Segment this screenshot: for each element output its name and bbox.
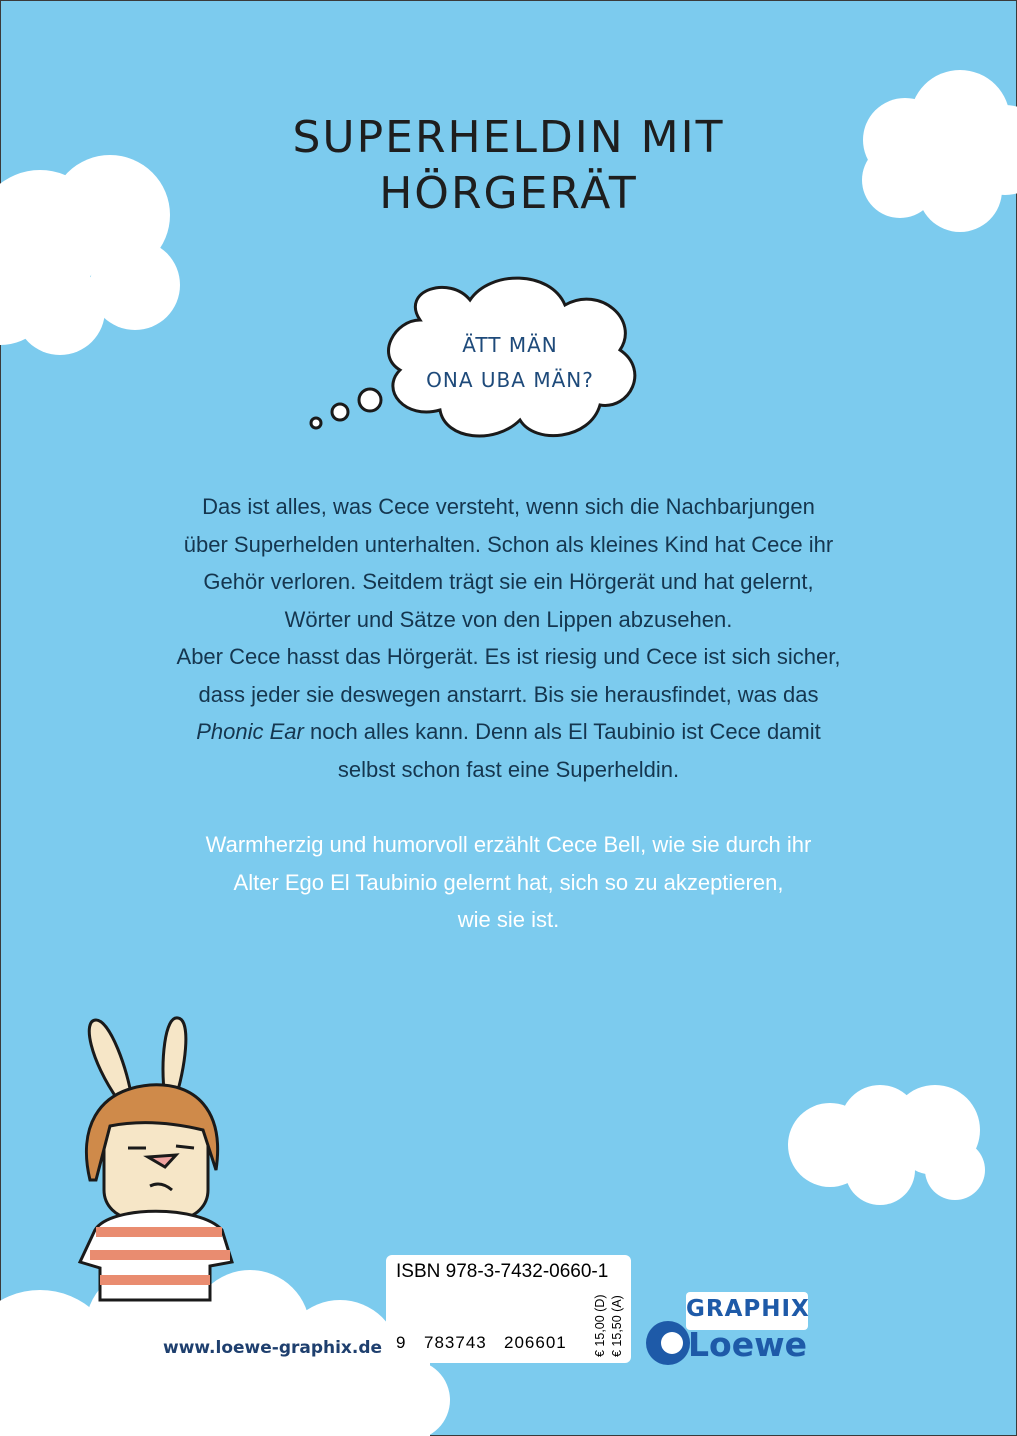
description-line: dass jeder sie deswegen anstarrt. Bis sie herausfindet, was das — [198, 681, 819, 707]
character-illustration — [80, 1018, 232, 1300]
blurb-paragraph — [130, 826, 887, 939]
title-line-2: HÖRGERÄT — [379, 168, 638, 219]
description-italic-phrase: Phonic Ear — [196, 719, 304, 744]
description-line-rest: noch alles kann. Denn als El Taubinio ist Cece damit — [303, 719, 821, 744]
description-line: Aber Cece hasst das Hörgerät. Es ist riesig und Cece ist sich sicher, — [176, 644, 841, 669]
website-url[interactable]: www.loewe-graphix.de — [163, 1338, 383, 1358]
barcode-panel — [386, 1255, 631, 1363]
price-at: € 15,50 (A) — [610, 1295, 624, 1357]
description-line: Wörter und Sätze von den Lippen abzusehen. — [284, 606, 733, 632]
price-block — [592, 1257, 632, 1357]
loewe-lion-icon — [646, 1321, 690, 1365]
thought-bubble-line-2: ONA UBA MÄN? — [426, 368, 594, 392]
description-line — [130, 713, 887, 751]
description-line: über Superhelden unterhalten. Schon als kleines Kind hat Cece ihr — [183, 531, 834, 557]
loewe-logo: Loewe — [688, 1325, 807, 1364]
title-line-1: SUPERHELDIN MIT — [292, 112, 725, 163]
blurb-line: Warmherzig und humorvoll erzählt Cece Bell, wie sie durch ihr — [205, 832, 812, 857]
price-de: € 15,00 (D) — [593, 1294, 607, 1357]
graphix-logo-text: GRAPHIX — [686, 1296, 810, 1322]
cloud-right — [788, 1085, 985, 1205]
description-paragraph — [130, 488, 887, 788]
description-line: selbst schon fast eine Superheldin. — [337, 756, 680, 782]
blurb-line: wie sie ist. — [457, 907, 560, 932]
description-line: Gehör verloren. Seitdem trägt sie ein Hörgerät und hat gelernt, — [203, 569, 814, 594]
barcode-digit-lead: 9 — [396, 1333, 407, 1352]
barcode-digit-group-2: 206601 — [504, 1333, 567, 1352]
description-line: Das ist alles, was Cece versteht, wenn sich die Nachbarjungen — [202, 494, 815, 519]
barcode-digit-group-1: 783743 — [424, 1333, 487, 1352]
thought-bubble-line-1: ÄTT MÄN — [462, 333, 558, 357]
isbn-text: ISBN 978-3-7432-0660-1 — [396, 1261, 609, 1282]
blurb-line: Alter Ego El Taubinio gelernt hat, sich so zu akzeptieren, — [233, 869, 784, 895]
thought-bubble — [311, 278, 635, 436]
